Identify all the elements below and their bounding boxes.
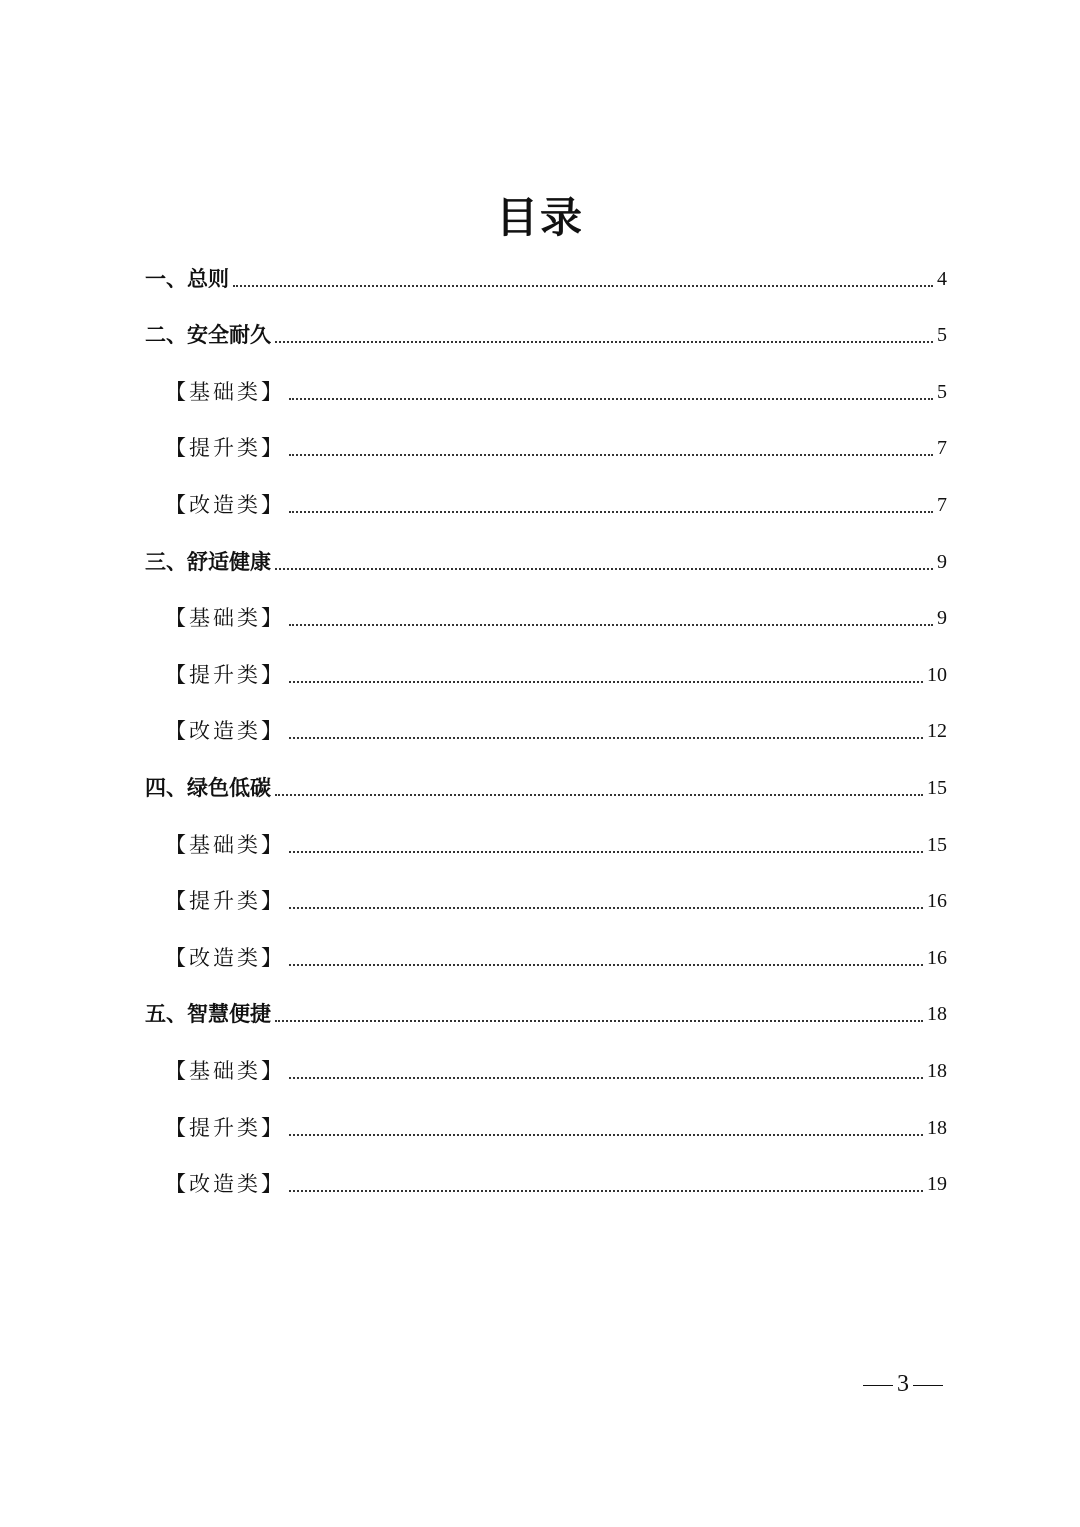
toc-entry-label: 【改造类】 <box>165 719 285 744</box>
toc-entry-page: 16 <box>927 946 947 969</box>
toc-entry-label: 【改造类】 <box>165 492 285 517</box>
toc-subentry-improvement[interactable] <box>145 415 947 472</box>
toc-entry-page: 5 <box>937 380 947 403</box>
toc-subentry-improvement[interactable] <box>145 868 947 925</box>
toc-entry-green-low-carbon[interactable] <box>145 754 947 811</box>
toc-entry-label: 【基础类】 <box>165 606 285 631</box>
toc-entry-label: 【提升类】 <box>165 662 285 687</box>
toc-entry-label: 【基础类】 <box>165 379 285 404</box>
toc-entry-page: 10 <box>927 663 947 686</box>
dot-leader <box>289 511 933 513</box>
toc-entry-page: 15 <box>927 776 947 799</box>
dot-leader <box>289 1134 923 1136</box>
dash-right <box>913 1385 943 1386</box>
toc-entry-page: 7 <box>937 437 947 460</box>
dash-left <box>863 1385 893 1386</box>
table-of-contents <box>145 245 947 1207</box>
toc-entry-label: 四、绿色低碳 <box>145 775 271 800</box>
dot-leader <box>289 964 923 966</box>
dot-leader <box>289 737 923 739</box>
toc-entry-label: 【提升类】 <box>165 436 285 461</box>
toc-entry-page: 16 <box>927 890 947 913</box>
page-footer <box>859 1368 947 1400</box>
dot-leader <box>275 568 933 570</box>
toc-entry-label: 五、智慧便捷 <box>145 1002 271 1027</box>
toc-entry-label: 【基础类】 <box>165 832 285 857</box>
toc-entry-page: 18 <box>927 1003 947 1026</box>
toc-entry-label: 【改造类】 <box>165 945 285 970</box>
toc-subentry-renovation[interactable] <box>145 471 947 528</box>
dot-leader <box>275 341 933 343</box>
dot-leader <box>289 1190 923 1192</box>
toc-subentry-improvement[interactable] <box>145 641 947 698</box>
page-number: 3 <box>897 1371 909 1397</box>
toc-entry-page: 5 <box>937 324 947 347</box>
toc-entry-page: 4 <box>937 267 947 290</box>
toc-subentry-improvement[interactable] <box>145 1094 947 1151</box>
dot-leader <box>289 398 933 400</box>
toc-subentry-renovation[interactable] <box>145 1151 947 1208</box>
dot-leader <box>289 907 923 909</box>
toc-entry-label: 三、舒适健康 <box>145 549 271 574</box>
toc-entry-page: 18 <box>927 1059 947 1082</box>
toc-subentry-basic[interactable] <box>145 811 947 868</box>
toc-subentry-renovation[interactable] <box>145 698 947 755</box>
toc-entry-comfort-health[interactable] <box>145 528 947 585</box>
dot-leader <box>289 1077 923 1079</box>
page-title: 目录 <box>495 193 584 242</box>
dot-leader <box>289 454 933 456</box>
toc-entry-label: 【提升类】 <box>165 889 285 914</box>
toc-entry-page: 7 <box>937 493 947 516</box>
dot-leader <box>289 851 923 853</box>
toc-entry-page: 9 <box>937 607 947 630</box>
toc-entry-label: 【基础类】 <box>165 1058 285 1083</box>
dot-leader <box>275 794 923 796</box>
toc-entry-smart-convenient[interactable] <box>145 981 947 1038</box>
toc-entry-label: 二、安全耐久 <box>145 323 271 348</box>
dot-leader <box>275 1020 923 1022</box>
toc-subentry-basic[interactable] <box>145 1037 947 1094</box>
dot-leader <box>289 624 933 626</box>
toc-entry-general[interactable] <box>145 245 947 302</box>
toc-entry-label: 一、总则 <box>145 266 229 291</box>
toc-entry-page: 19 <box>927 1173 947 1196</box>
toc-subentry-basic[interactable] <box>145 358 947 415</box>
toc-entry-page: 9 <box>937 550 947 573</box>
toc-entry-label: 【改造类】 <box>165 1172 285 1197</box>
toc-entry-label: 【提升类】 <box>165 1115 285 1140</box>
dot-leader <box>289 681 923 683</box>
toc-subentry-basic[interactable] <box>145 585 947 642</box>
toc-entry-safety-durability[interactable] <box>145 302 947 359</box>
dot-leader <box>233 285 933 287</box>
toc-entry-page: 15 <box>927 833 947 856</box>
toc-entry-page: 18 <box>927 1116 947 1139</box>
toc-entry-page: 12 <box>927 720 947 743</box>
toc-subentry-renovation[interactable] <box>145 924 947 981</box>
